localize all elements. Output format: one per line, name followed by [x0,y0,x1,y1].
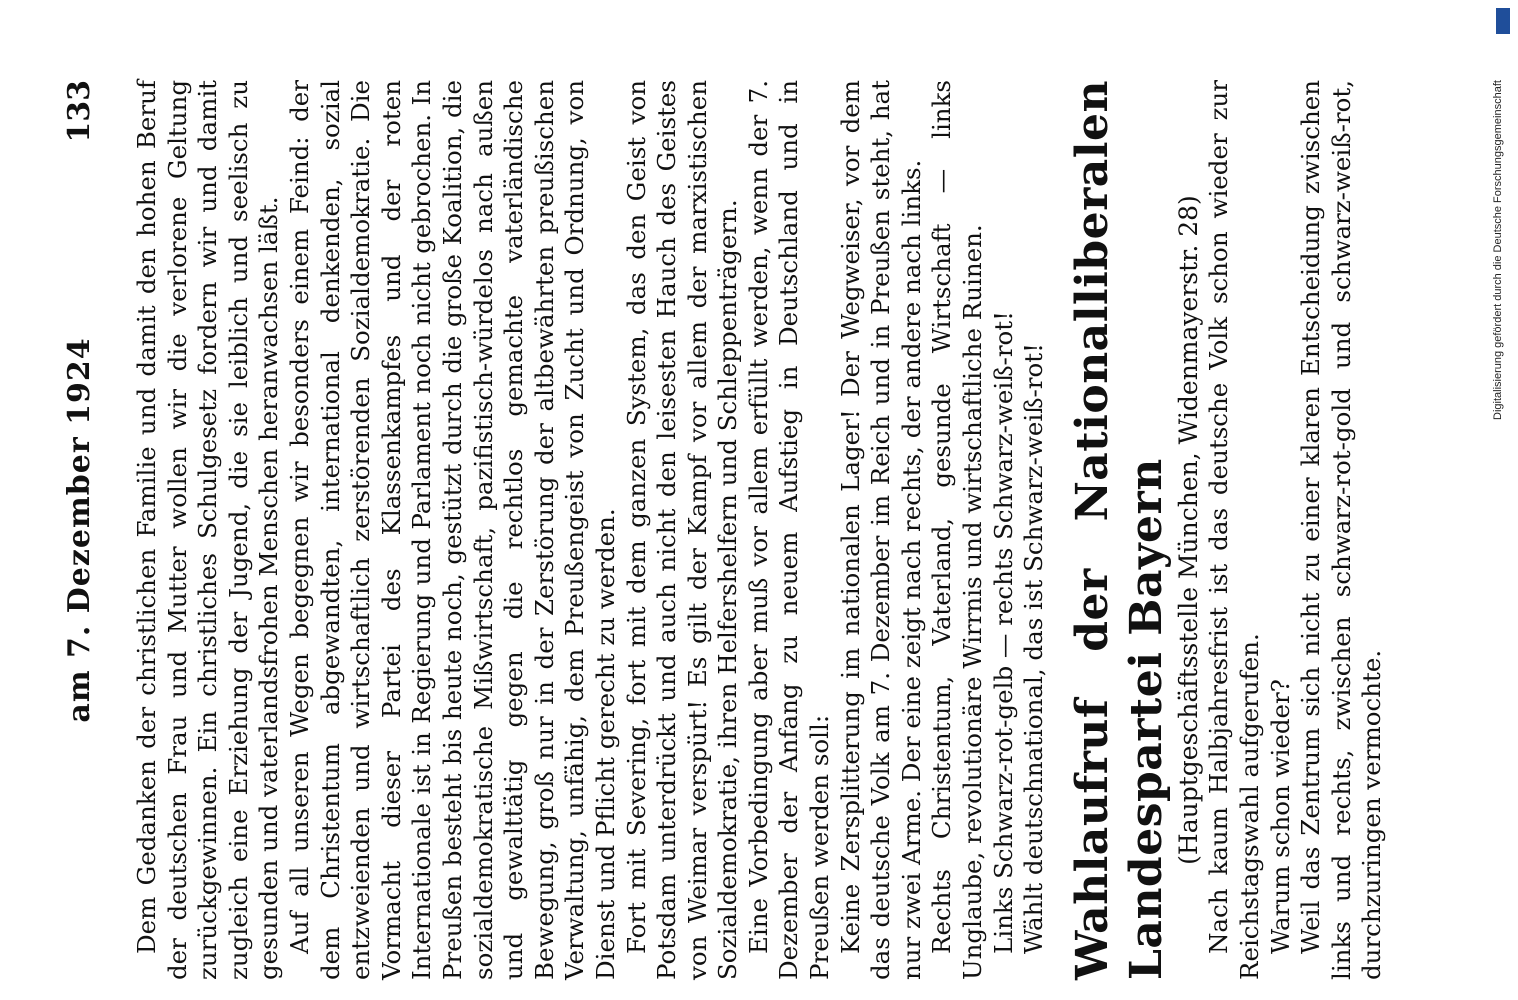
credit-sidebar [1492,40,1512,420]
section-gap [1050,80,1066,980]
scanned-page [40,80,1450,980]
section-subheading: (Hauptgeschäftsstelle München, Widenmayerstr. 28) [1173,195,1203,865]
page-number: 133 [62,80,97,143]
paragraph-precondition: Eine Vorbedingung aber muß vor allem erfüllt werden, wenn der 7. Dezember der Anfang zu neuem Aufstieg in Deutschland und in Preußen werden soll: [743,80,835,980]
paragraph-enemy: Auf all unseren Wegen begegnen wir besonders einem Feind: der dem Christentum abgewandten, international denkenden, sozial entzweienden und wirtschaftlich zerstörenden Sozialdemokratie. Die Vormacht dieser Partei des Klassenkampfes und der roten Internationale ist in Regierung und Parlament noch nicht gebrochen. In Preußen besteht bis heute noch, gestützt durch die große Koalition, die sozialdemokratische Mißwirtschaft, pazifistisch-würdelos nach außen und gewalttätig gegen die rechtlos gemachte vaterländische Bewegung, groß nur in der Zerstörung der altbewährten preußischen Verwaltung, unfähig, dem Preußengeist von Zucht und Ordnung, von Dienst und Pflicht gerecht zu werden. [284,80,620,980]
section-paragraph: Nach kaum Halbjahresfrist ist das deutsche Volk schon wieder zur Reichstagswahl aufgerufen. [1204,80,1264,980]
running-head-date: am 7. Dezember 1924 [62,337,97,723]
page-body [132,80,1388,980]
section-paragraph: Warum schon wieder? [1265,679,1295,954]
dfg-logo [1496,8,1510,34]
paragraph-severing: Fort mit Severing, fort mit dem ganzen System, das den Geist von Potsdam unterdrückt und auch nicht den leisesten Hauch des Geistes von Weimar verspürt! Es gilt der Kampf vor allem der marxistischen Sozialdemokratie, ihren Helfershelfern und Schleppenträgern. [621,80,743,980]
digitization-credit: Digitalisierung gefördert durch die Deutsche Forschungsgemeinschaft [1492,80,1504,420]
paragraph-vote: Wählt deutschnational, das ist Schwarz-weiß-rot! [1019,343,1049,954]
paragraph-right-left: Rechts Christentum, Vaterland, gesunde Wirtschaft — links Unglaube, revolutionäre Wirrnis und wirtschaftliche Ruinen. [927,80,988,980]
paragraph-signpost: Keine Zersplitterung im nationalen Lager! Der Wegweiser, vor dem das deutsche Volk am 7. Dezember im Reich und in Preußen steht, hat nur zwei Arme. Der eine zeigt nach rechts, der andere nach links. [835,80,926,980]
running-head [62,80,102,980]
paragraph-family: Dem Gedanken der christlichen Familie und damit den hohen Beruf der deutschen Frau und Mutter wollen wir die verlorene Geltung zurückgewinnen. Ein christliches Schulgesetz fordern wir und damit zugleich eine Erziehung der Jugend, die sie leiblich und seelisch zu gesunden und vaterlandsfrohen Menschen heranwachsen läßt. [132,80,284,980]
section-paragraph: Weil das Zentrum sich nicht zu einer klaren Entscheidung zwischen links und rechts, zwischen schwarz-rot-gold und schwarz-weiß-rot, durchzuringen vermochte. [1296,80,1387,980]
section-heading: Wahlaufruf der Nationalliberalen Landespartei Bayern [1066,80,1172,980]
paragraph-colors: Links Schwarz-rot-gelb — rechts Schwarz-weiß-rot! [988,311,1018,954]
